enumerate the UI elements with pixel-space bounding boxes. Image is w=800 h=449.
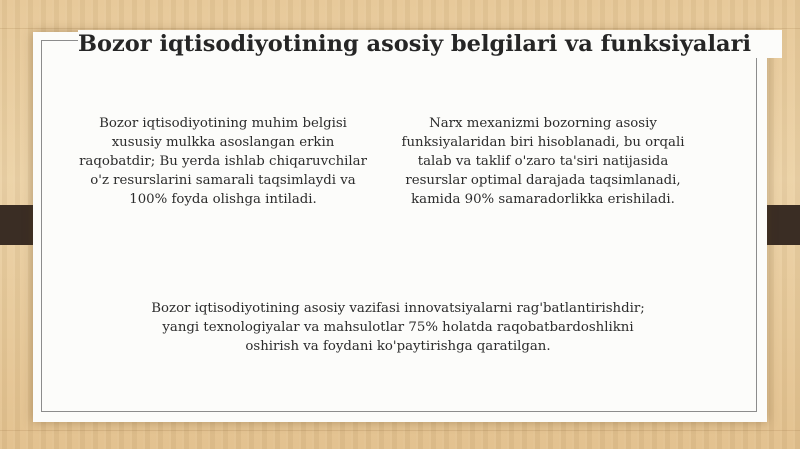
paragraph-left: Bozor iqtisodiyotining muhim belgisi xususiy mulkka asoslangan erkin raqobatdir; Bu yerda ishlab chiqaruvchilar o'z resurslarini samarali taqsimlaydi va 100% foyda olishga intiladi. bbox=[79, 116, 367, 207]
paragraph-bottom: Bozor iqtisodiyotining asosiy vazifasi innovatsiyalarni rag'batlantirishdir; yangi texnologiyalar va mahsulotlar 75% holatda raqobatbardoshlikni oshirish va foydani ko'paytirishga qaratilgan. bbox=[151, 301, 645, 354]
wood-grain-line bbox=[0, 430, 800, 431]
slide-title: Bozor iqtisodiyotining asosiy belgilari va funksiyalari bbox=[78, 30, 782, 58]
slide-frame-border bbox=[41, 40, 757, 412]
wood-grain-line bbox=[0, 28, 800, 29]
slide-canvas bbox=[33, 32, 767, 422]
paragraph-right: Narx mexanizmi bozorning asosiy funksiyalaridan biri hisoblanadi, bu orqali talab va taklif o'zaro ta'siri natijasida resurslar optimal darajada taqsimlanadi, kamida 90% samaradorlikka erishiladi. bbox=[401, 116, 685, 207]
